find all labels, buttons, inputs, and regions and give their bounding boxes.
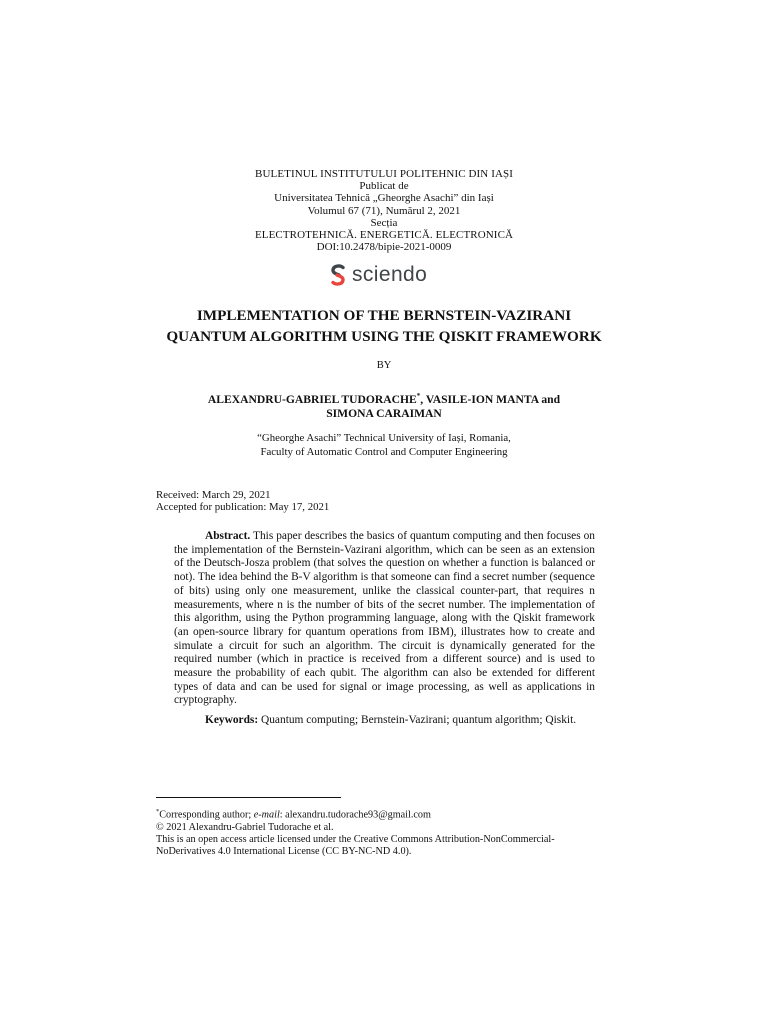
license-line-2: NoDerivatives 4.0 International License (CC BY-NC-ND 4.0). xyxy=(156,846,412,857)
received-date: Received: March 29, 2021 xyxy=(156,489,271,501)
footnote-corresponding xyxy=(156,806,616,822)
sciendo-logo-icon xyxy=(329,264,347,286)
volume-info: Volumul 67 (71), Numărul 2, 2021 xyxy=(307,204,461,217)
title-line-1: IMPLEMENTATION OF THE BERNSTEIN-VAZIRANI xyxy=(196,307,572,324)
author-footnote-mark: * xyxy=(416,392,421,400)
license-line-1: This is an open access article licensed under the Creative Commons Attribution-NonCommercial- xyxy=(156,833,555,845)
section-label: Secția xyxy=(370,216,398,229)
doi[interactable]: DOI:10.2478/bipie-2021-0009 xyxy=(316,241,452,254)
published-by: Publicat de xyxy=(359,180,409,193)
sciendo-wordmark: sciendo xyxy=(352,263,428,286)
footnote-separator xyxy=(156,797,341,798)
paper-title xyxy=(0,305,768,347)
keywords-label: Keywords: xyxy=(205,714,259,727)
footnotes xyxy=(156,806,616,858)
email-label: e-mail xyxy=(253,809,280,821)
abstract-label: Abstract. xyxy=(205,530,251,542)
affiliation-line-1: “Gheorghe Asachi” Technical University of Iași, Romania, xyxy=(257,432,511,444)
keywords-paragraph xyxy=(174,714,595,728)
section-name: ELECTROTEHNICĂ. ENERGETICĂ. ELECTRONICĂ xyxy=(254,229,514,242)
abstract-paragraph xyxy=(174,530,595,708)
by-label: BY xyxy=(376,360,392,371)
abstract-text: This paper describes the basics of quantum computing and then focuses on the implementation of the Bernstein-Vazirani algorithm, which can be seen as an extension of the Deutsch-Josza problem (that solves the question on whether a function is balanced or not). The idea behind the B-V algorithm is that someone can find a secret number (sequence of bits) using only one measurement, unlike the classical counter-part, that requires n measurements, where n is the number of bits of the secret number. The implementation of this algorithm, using the Python programming language, along with the Qiskit framework (an open-source library for quantum operations from IBM), illustrates how to create and simulate a circuit for such an algorithm. The circuit is dynamically generated for the required number (which in practice is received from a different source) and is used to measure the probability of each qubit. The algorithm can also be extended for different types of data and can be used for signal or image processing, as well as applications in cryptography. xyxy=(174,530,595,707)
email-address[interactable]: : alexandru.tudorache93@gmail.com xyxy=(279,809,431,821)
footnote-mark: * xyxy=(156,808,160,815)
author-name-3: SIMONA CARAIMAN xyxy=(326,407,442,421)
journal-name: BULETINUL INSTITUTULUI POLITEHNIC DIN IAȘI xyxy=(255,168,513,180)
university-name: Universitatea Tehnică „Gheorghe Asachi” din Iași xyxy=(274,192,494,205)
abstract-block xyxy=(174,530,595,728)
manuscript-dates xyxy=(156,489,329,514)
author-list xyxy=(0,389,768,422)
affiliation xyxy=(0,432,768,459)
keywords-text: Quantum computing; Bernstein-Vazirani; quantum algorithm; Qiskit. xyxy=(261,714,577,727)
sciendo-logo xyxy=(329,262,427,288)
author-names-rest: , VASILE-ION MANTA and xyxy=(420,392,561,406)
copyright-line: © 2021 Alexandru-Gabriel Tudorache et al. xyxy=(156,821,334,833)
accepted-date: Accepted for publication: May 17, 2021 xyxy=(156,501,330,514)
journal-header xyxy=(0,168,768,253)
author-name-1: ALEXANDRU-GABRIEL TUDORACHE xyxy=(207,392,417,406)
affiliation-line-2: Faculty of Automatic Control and Computer Engineering xyxy=(260,445,508,458)
title-line-2: QUANTUM ALGORITHM USING THE QISKIT FRAMEWORK xyxy=(166,328,602,345)
corresponding-label: Corresponding author; xyxy=(159,809,254,821)
